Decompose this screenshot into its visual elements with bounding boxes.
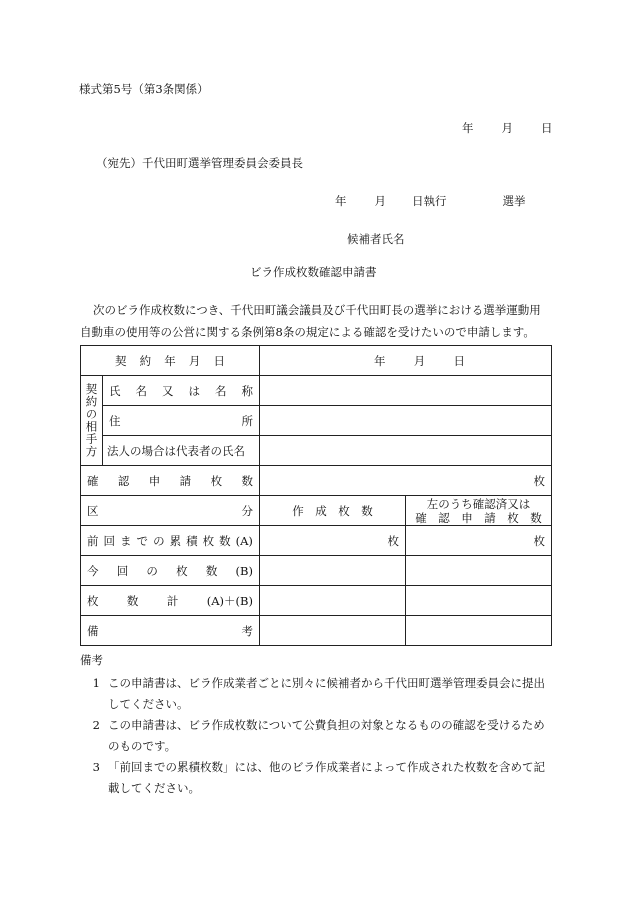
- row-total: [81, 586, 552, 616]
- row-this-time: [81, 556, 552, 586]
- note-item: 1 この申請書は、ビラ作成業者ごとに別々に候補者から千代田町選挙管理委員会に提出してください。: [92, 676, 545, 711]
- row-category-header: [81, 496, 552, 526]
- election-line: [335, 193, 526, 209]
- addressee: （宛先）千代田町選挙管理委員会委員長: [96, 156, 303, 170]
- created-count-header: 作 成 枚 数: [260, 496, 406, 526]
- application-table: [80, 345, 552, 646]
- counterparty-label: 契約の相手方: [81, 376, 103, 466]
- requested-count-label: 確 認 申 請 枚 数: [81, 466, 260, 496]
- row-remarks: [81, 616, 552, 646]
- row-requested-count: [81, 466, 552, 496]
- representative-value[interactable]: [260, 436, 552, 466]
- note-item: 2 この申請書は、ビラ作成枚数について公費負担の対象となるものの確認を受けるためのものです。: [92, 718, 545, 753]
- contract-date-label: 契 約 年 月 日: [81, 346, 260, 376]
- total-created[interactable]: [260, 586, 406, 616]
- row-counterparty-address: [81, 406, 552, 436]
- application-statement: [80, 299, 550, 343]
- category-label: 区 分: [81, 496, 260, 526]
- statement-line-2: 自動車の使用等の公営に関する条例第8条の規定による確認を受けたいので申請します。: [80, 325, 535, 339]
- submission-date: [462, 120, 553, 136]
- row-previous-total: [81, 526, 552, 556]
- contract-date-value[interactable]: 年 月 日: [260, 346, 552, 376]
- document-title: ビラ作成枚数確認申請書: [250, 265, 377, 279]
- remarks-label: 備 考: [81, 616, 260, 646]
- previous-total-confirmed[interactable]: 枚: [406, 526, 552, 556]
- election-name: 選挙: [502, 194, 526, 208]
- this-time-created[interactable]: [260, 556, 406, 586]
- election-year: 年: [335, 194, 347, 208]
- form-number: 様式第5号（第3条関係）: [79, 82, 209, 96]
- statement-line-1: 次のビラ作成枚数につき、千代田町議会議員及び千代田町長の選挙における選挙運動用: [93, 303, 541, 317]
- total-label: 枚 数 計 (A)＋(B): [81, 586, 260, 616]
- notes-section: [80, 650, 550, 799]
- remarks-value-2[interactable]: [406, 616, 552, 646]
- requested-count-value[interactable]: 枚: [260, 466, 552, 496]
- confirmed-count-header: 左のうち確認済又は 確 認 申 請 枚 数: [406, 496, 552, 526]
- date-year: 年: [462, 121, 474, 135]
- name-label: 氏 名 又 は 名 称: [103, 376, 260, 406]
- representative-label: 法人の場合は代表者の氏名: [103, 436, 260, 466]
- date-day: 日: [541, 121, 553, 135]
- name-value[interactable]: [260, 376, 552, 406]
- total-confirmed[interactable]: [406, 586, 552, 616]
- this-time-label: 今 回 の 枚 数 (B): [81, 556, 260, 586]
- remarks-value-1[interactable]: [260, 616, 406, 646]
- this-time-confirmed[interactable]: [406, 556, 552, 586]
- row-contract-date: [81, 346, 552, 376]
- election-day-held: 日執行: [412, 194, 447, 208]
- note-item: 3 「前回までの累積枚数」には、他のビラ作成業者によって作成された枚数を含めて記載してください。: [92, 760, 545, 795]
- address-value[interactable]: [260, 406, 552, 436]
- date-month: 月: [501, 121, 513, 135]
- previous-total-created[interactable]: 枚: [260, 526, 406, 556]
- row-representative: [81, 436, 552, 466]
- previous-total-label: 前 回 ま で の 累 積 枚 数 (A): [81, 526, 260, 556]
- address-label: 住 所: [103, 406, 260, 436]
- row-counterparty-name: [81, 376, 552, 406]
- notes-heading: 備考: [80, 653, 103, 667]
- election-month: 月: [374, 194, 386, 208]
- candidate-name-label: 候補者氏名: [347, 232, 405, 246]
